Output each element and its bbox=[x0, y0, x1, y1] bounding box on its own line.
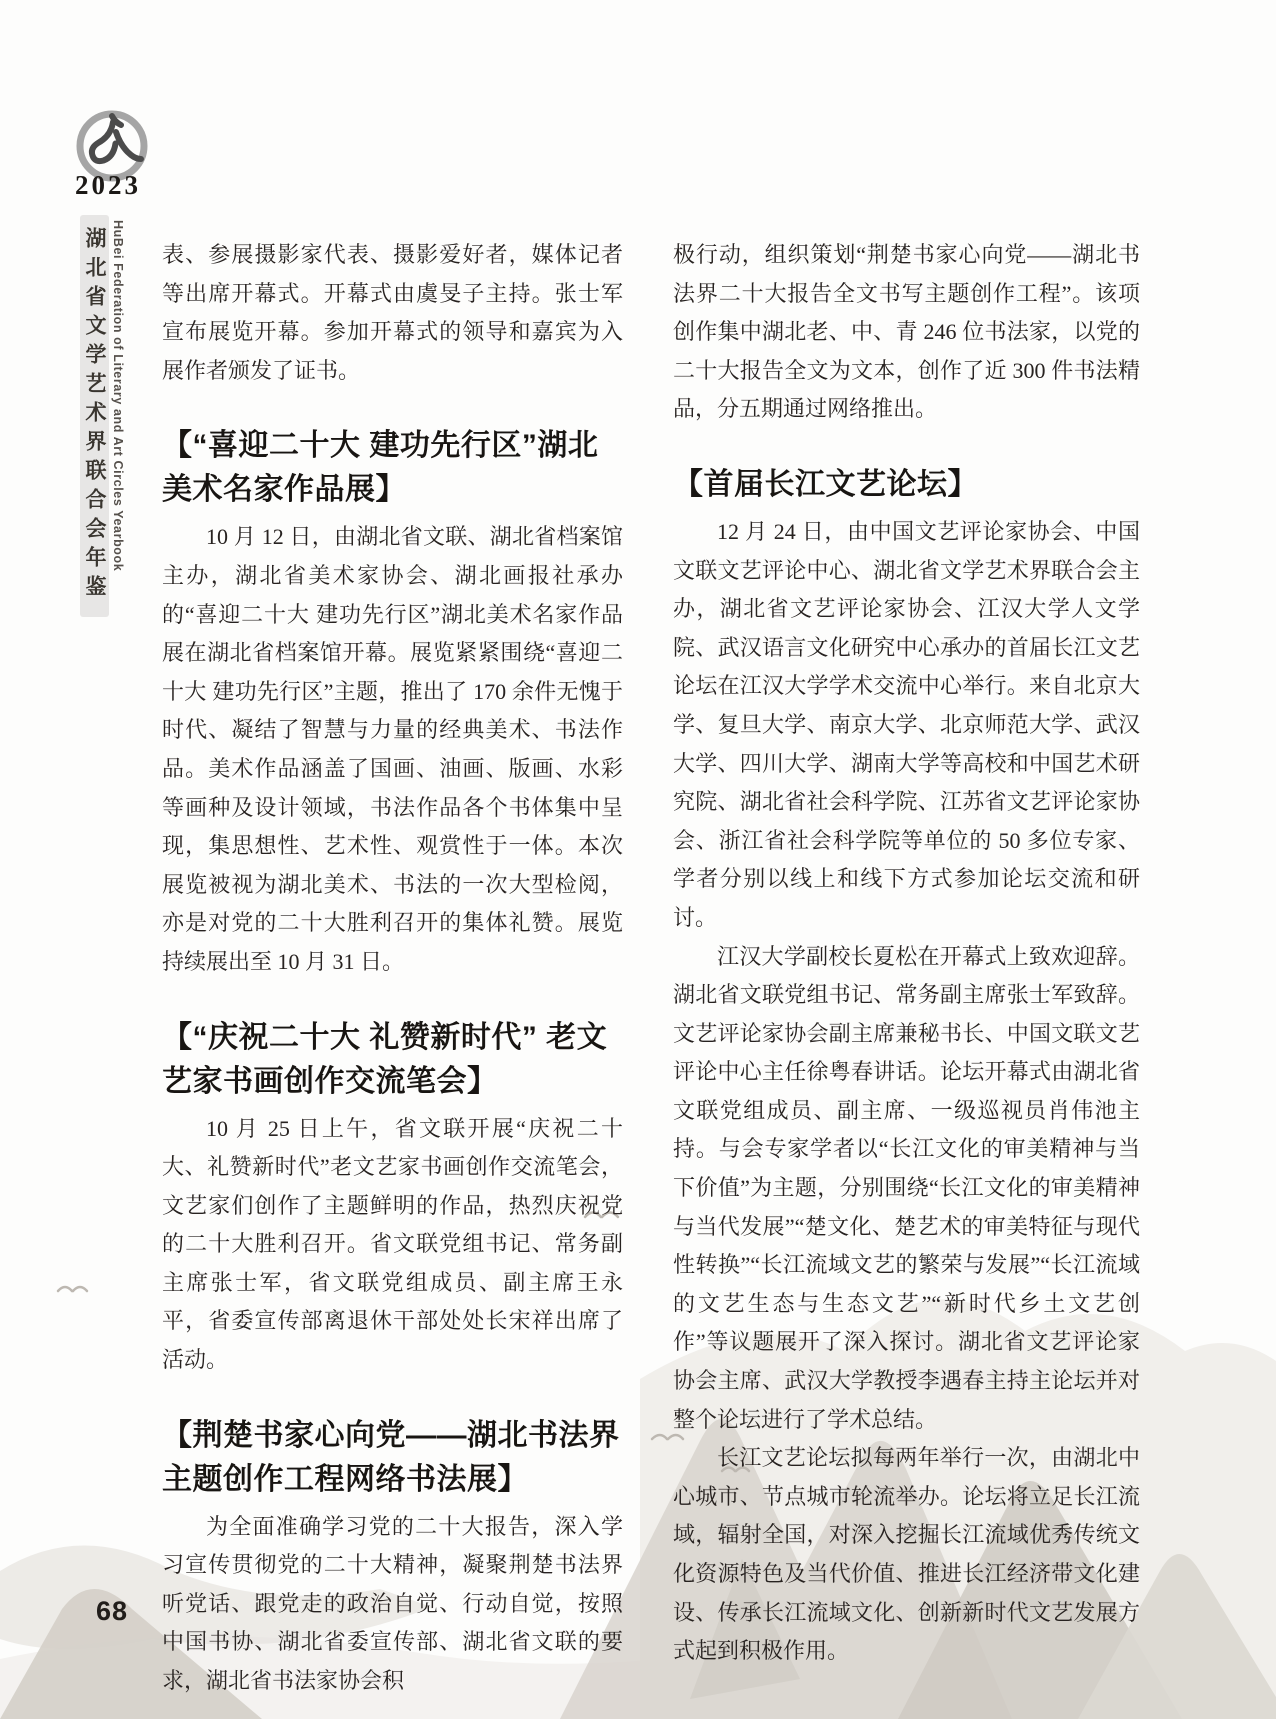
paragraph: 长江文艺论坛拟每两年举行一次，由湖北中心城市、节点城市轮流举办。论坛将立足长江流域，辐射全国，对深入挖掘长江流域优秀传统文化资源特色及当代价值、推进长江经济带文化建设、传承长江流域文化、创新新时代文艺发展方式起到积极作用。 bbox=[673, 1445, 1140, 1664]
paragraph: 10 月 12 日，由湖北省文联、湖北省档案馆主办，湖北省美术家协会、湖北画报社承办的“喜迎二十大 建功先行区”湖北美术名家作品展在湖北省档案馆开幕。展览紧紧围绕“喜迎二十大 建功先行区”主题，推出了 170 余件无愧于时代、凝结了智慧与力量的经典美术、书法作品。美术作品涵盖了国画、油画、版画、水彩等画种及设计领域，书法作品各个书体集中呈现，集思想性、艺术性、观赏性于一体。本次展览被视为湖北美术、书法的一次大型检阅，亦是对党的二十大胜利召开的集体礼赞。展览持续展出至 10 月 31 日。 bbox=[162, 524, 623, 974]
paragraph: 12 月 24 日，由中国文艺评论家协会、中国文联文艺评论中心、湖北省文学艺术界联合会主办，湖北省文艺评论家协会、江汉大学人文学院、武汉语言文化研究中心承办的首届长江文艺论坛在江汉大学学术交流中心举行。来自北京大学、复旦大学、南京大学、北京师范大学、武汉大学、四川大学、湖南大学等高校和中国艺术研究院、湖北省社会科学院、江苏省文艺评论家协会、浙江省社会科学院等单位的 50 多位专家、学者分别以线上和线下方式参加论坛交流和研讨。 bbox=[673, 518, 1140, 930]
sidebar-title-chinese: 湖北省文学艺术界联合会年鉴 bbox=[80, 215, 109, 617]
page-number: 68 bbox=[96, 1596, 129, 1626]
section-heading: 【“庆祝二十大 礼赞新时代” 老文艺家书画创作交流笔会】 bbox=[162, 1020, 608, 1098]
paragraph: 表、参展摄影家代表、摄影爱好者，媒体记者等出席开幕式。开幕式由虞旻子主持。张士军宣布展览开幕。参加开幕式的领导和嘉宾为入展作者颁发了证书。 bbox=[162, 242, 623, 383]
logo-year-label: 2023 bbox=[75, 170, 141, 200]
paragraph: 极行动，组织策划“荆楚书家心向党——湖北书法界二十大报告全文书写主题创作工程”。该项创作集中湖北老、中、青 246 位书法家，以党的二十大报告全文为文本，创作了近 300 件书法精品，分五期通过网络推出。 bbox=[673, 242, 1140, 422]
paragraph: 10 月 25 日上午，省文联开展“庆祝二十大、礼赞新时代”老文艺家书画创作交流笔会，文艺家们创作了主题鲜明的作品，热烈庆祝党的二十大胜利召开。省文联党组书记、常务副主席张士军，省文联党组成员、副主席王永平，省委宣传部离退休干部处处长宋祥出席了活动。 bbox=[162, 1115, 623, 1373]
left-column bbox=[162, 236, 623, 1701]
section-heading: 【荆楚书家心向党——湖北书法界主题创作工程网络书法展】 bbox=[162, 1418, 620, 1496]
sidebar-title-english: HuBei Federation of Literary and Art Circles Yearbook bbox=[111, 220, 125, 572]
right-column bbox=[673, 236, 1140, 1671]
section-heading: 【首届长江文艺论坛】 bbox=[673, 467, 978, 501]
section-heading: 【“喜迎二十大 建功先行区”湖北美术名家作品展】 bbox=[162, 429, 599, 507]
paragraph: 江汉大学副校长夏松在开幕式上致欢迎辞。湖北省文联党组书记、常务副主席张士军致辞。文艺评论家协会副主席兼秘书长、中国文联文艺评论中心主任徐粤春讲话。论坛开幕式由湖北省文联党组成员、副主席、一级巡视员肖伟池主持。与会专家学者以“长江文化的审美精神与当下价值”为主题，分别围绕“长江文化的审美精神与当代发展”“楚文化、楚艺术的审美特征与现代性转换”“长江流域文艺的繁荣与发展”“长江流域的文艺生态与生态文艺”“新时代乡土文艺创作”等议题展开了深入探讨。湖北省文艺评论家协会主席、武汉大学教授李遇春主持主论坛并对整个论坛进行了学术总结。 bbox=[673, 943, 1140, 1432]
paragraph: 为全面准确学习党的二十大报告，深入学习宣传贯彻党的二十大精神，凝聚荆楚书法界听党话、跟党走的政治自觉、行动自觉，按照中国书协、湖北省委宣传部、湖北省文联的要求，湖北省书法家协会积 bbox=[162, 1513, 623, 1694]
